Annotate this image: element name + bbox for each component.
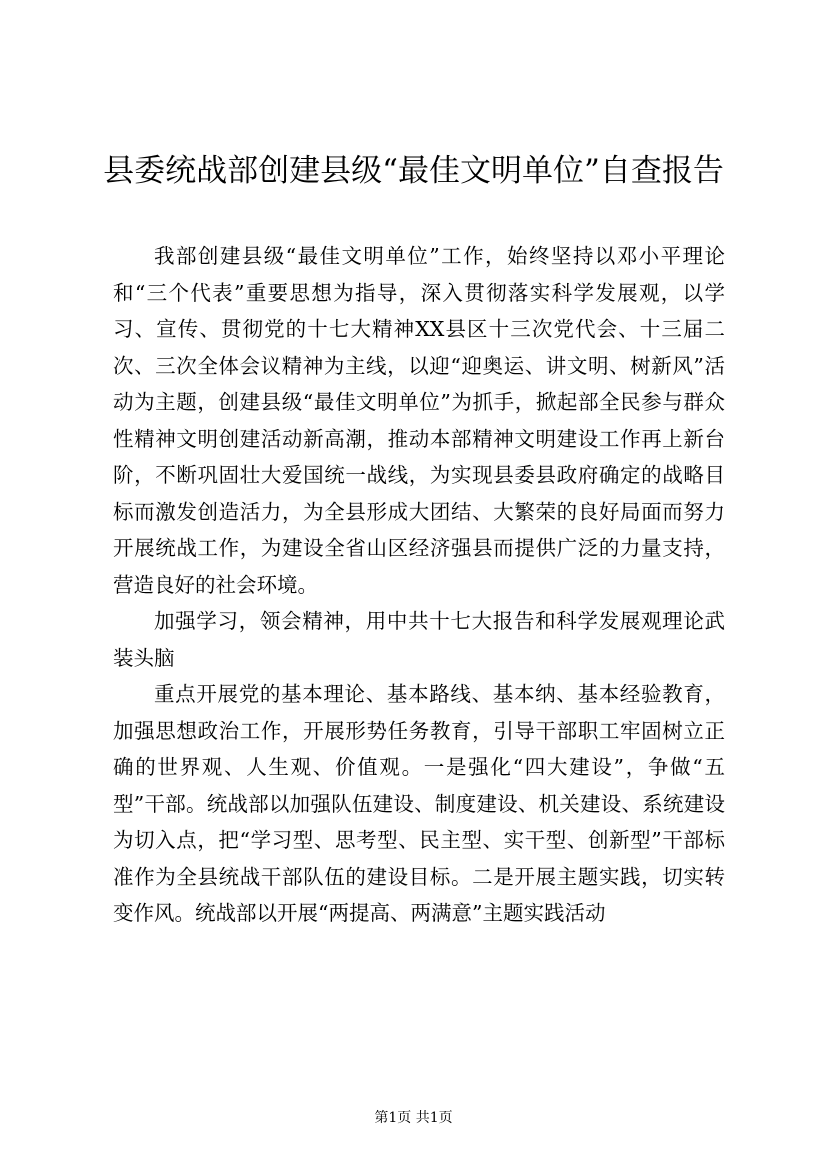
paragraph-intro: 我部创建县级“最佳文明单位”工作，始终坚持以邓小平理论和“三个代表”重要思想为指导，深入贯彻落实科学发展观，以学习、宣传、贯彻党的十七大精神XX县区十三次党代会、十三届二次、三次全体会议精神为主线，以迎“迎奥运、讲文明、树新风”活动为主题，创建县级“最佳文明单位”为抓手，掀起部全民参与群众性精神文明创建活动新高潮，推动本部精神文明建设工作再上新台阶，不断巩固壮大爱国统一战线，为实现县委县政府确定的战略目标而激发创造活力，为全县形成大团结、大繁荣的良好局面而努力开展统战工作，为建设全省山区经济强县而提供广泛的力量支持，营造良好的社会环境。: [113, 244, 725, 597]
paragraph-section-heading: 加强学习，领会精神，用中共十七大报告和科学发展观理论武装头脑: [113, 609, 725, 670]
page-number-footer: 第1页 共1页: [374, 1110, 453, 1126]
document-body: [113, 238, 725, 932]
document-title: 县委统战部创建县级“最佳文明单位”自查报告: [103, 153, 724, 189]
paragraph-study-focus: 重点开展党的基本理论、基本路线、基本纳、基本经验教育，加强思想政治工作，开展形势任务教育，引导干部职工牢固树立正确的世界观、人生观、价值观。一是强化“四大建设”，争做“五型”干部。统战部以加强队伍建设、制度建设、机关建设、系统建设为切入点，把“学习型、思考型、民主型、实干型、创新型”干部标准作为全县统战干部队伍的建设目标。二是开展主题实践，切实转变作风。统战部以开展“两提高、两满意”主题实践活动: [113, 682, 725, 925]
